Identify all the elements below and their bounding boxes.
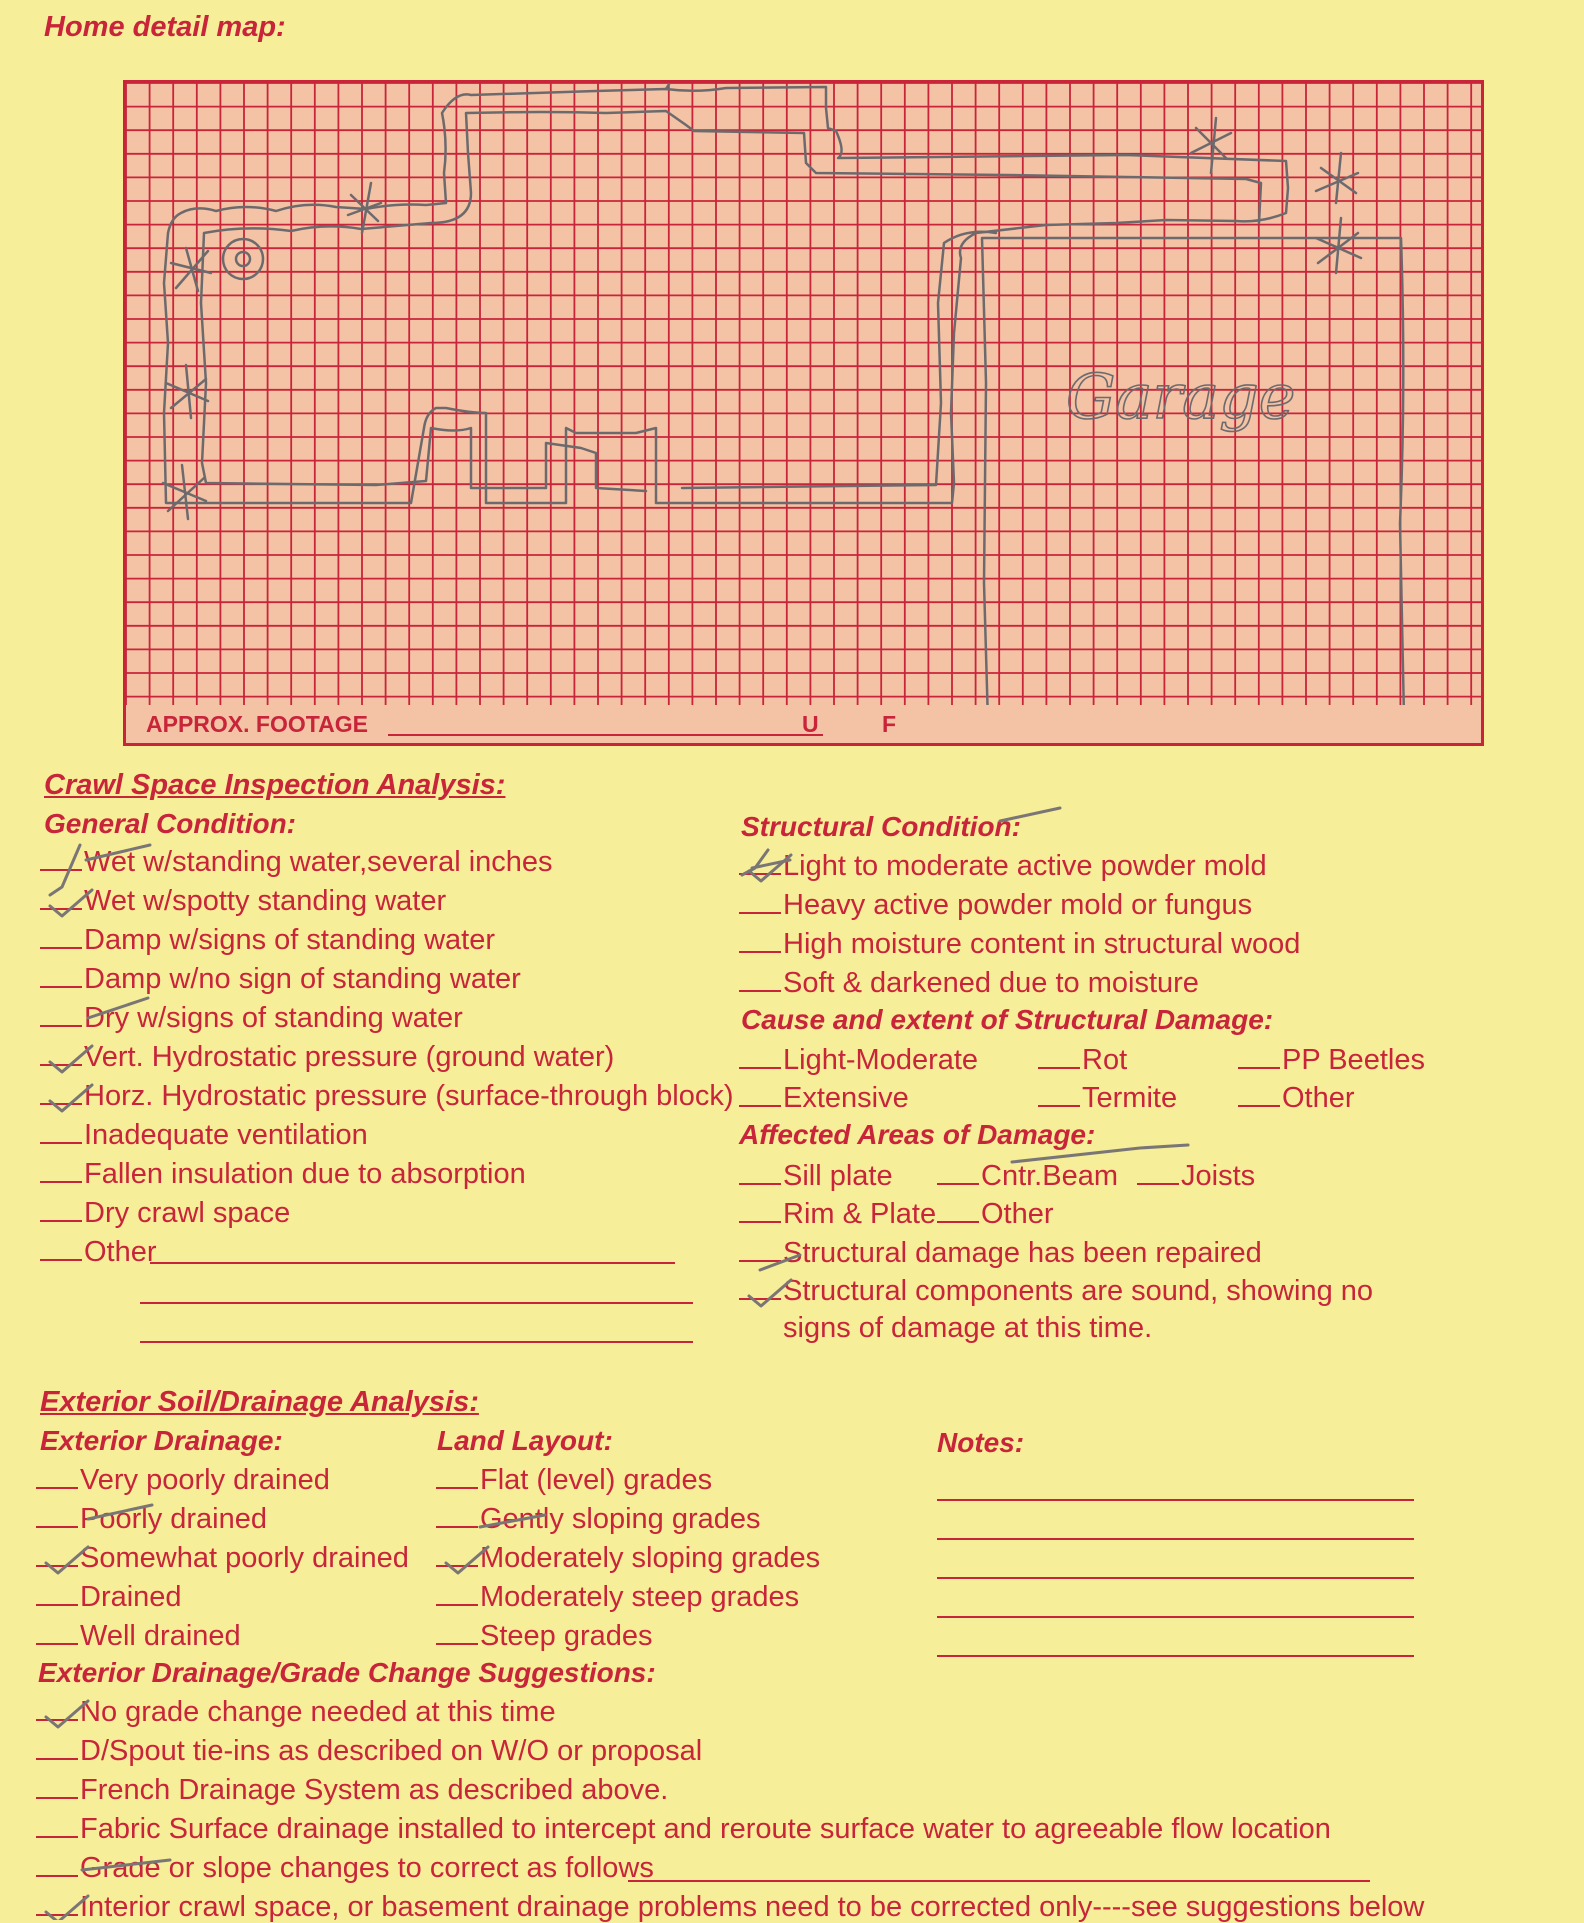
check-blank[interactable] [40,1237,82,1261]
cause-light-moderate[interactable]: Light-Moderate [739,1045,978,1075]
list-item[interactable]: Poorly drained [36,1504,267,1534]
exterior-section-title: Exterior Soil/Drainage Analysis: [40,1386,479,1418]
check-blank[interactable] [739,890,781,914]
check-blank[interactable] [40,1159,82,1183]
list-item[interactable]: Somewhat poorly drained [36,1543,409,1573]
home-detail-map [123,80,1484,746]
list-item[interactable]: Gently sloping grades [436,1504,761,1534]
check-blank[interactable] [1137,1161,1179,1185]
list-item[interactable]: Fabric Surface drainage installed to intercept and reroute surface water to agreeable flow location [36,1814,1331,1844]
suggestions-title: Exterior Drainage/Grade Change Suggestions: [38,1657,656,1688]
affected-other[interactable]: Other [937,1199,1054,1229]
floor-plan-sketch [163,83,1404,723]
list-item[interactable]: Wet w/standing water,several inches [40,847,553,877]
check-blank[interactable] [937,1199,979,1223]
list-item[interactable]: Moderately sloping grades [436,1543,820,1573]
house-inner-outline [201,111,1261,491]
check-blank[interactable] [1238,1083,1280,1107]
list-item[interactable]: Damp w/no sign of standing water [40,964,521,994]
cause-pp-beetles[interactable]: PP Beetles [1238,1045,1425,1075]
affected-rim-plate[interactable]: Rim & Plate [739,1199,936,1229]
exterior-drainage-title: Exterior Drainage: [40,1425,283,1456]
x-mark [171,248,211,291]
list-item[interactable]: Horz. Hydrostatic pressure (surface-through block) [40,1081,734,1111]
notes-line-2[interactable] [937,1538,1414,1540]
general-condition-title: General Condition: [44,808,296,839]
check-blank[interactable] [436,1582,478,1606]
damage-repaired[interactable]: Structural damage has been repaired [739,1238,1262,1268]
check-blank[interactable] [40,1081,82,1105]
list-item[interactable]: Moderately steep grades [436,1582,799,1612]
approx-footage-label: APPROX. FOOTAGE [146,711,368,737]
check-blank[interactable] [739,1161,781,1185]
affected-joists[interactable]: Joists [1137,1161,1255,1191]
list-item[interactable]: Vert. Hydrostatic pressure (ground water) [40,1042,614,1072]
notes-line-3[interactable] [937,1577,1414,1579]
check-blank[interactable] [739,1199,781,1223]
check-blank[interactable] [40,1042,82,1066]
list-item[interactable]: Dry crawl space [40,1198,290,1228]
check-blank[interactable] [36,1892,78,1916]
cause-other[interactable]: Other [1238,1083,1355,1113]
check-blank[interactable] [436,1504,478,1528]
affected-cntr-beam[interactable]: Cntr.Beam [937,1161,1118,1191]
list-item[interactable]: Drained [36,1582,182,1612]
check-blank[interactable] [937,1161,979,1185]
check-blank[interactable] [1238,1045,1280,1069]
check-blank[interactable] [436,1621,478,1645]
check-blank[interactable] [36,1697,78,1721]
check-blank[interactable] [36,1775,78,1799]
list-item[interactable]: High moisture content in structural wood [739,929,1300,959]
check-blank[interactable] [739,1238,781,1262]
unit-f-label: F [882,711,897,737]
approx-footage-field[interactable] [388,734,823,736]
list-item[interactable]: Dry w/signs of standing water [40,1003,463,1033]
check-blank[interactable] [1038,1083,1080,1107]
map-footer [126,705,1481,743]
list-item[interactable]: Damp w/signs of standing water [40,925,495,955]
list-item[interactable]: Wet w/spotty standing water [40,886,446,916]
list-item[interactable]: Heavy active powder mold or fungus [739,890,1252,920]
check-blank[interactable] [40,925,82,949]
check-blank[interactable] [1038,1045,1080,1069]
check-blank[interactable] [739,1045,781,1069]
check-blank[interactable] [40,886,82,910]
map-heading: Home detail map: [44,11,286,43]
check-blank[interactable] [739,929,781,953]
list-item[interactable]: D/Spout tie-ins as described on W/O or proposal [36,1736,702,1766]
crawl-section-title: Crawl Space Inspection Analysis: [44,769,506,801]
list-item[interactable]: Interior crawl space, or basement drainage problems need to be corrected only----see suggestions below [36,1892,1424,1922]
list-item[interactable]: Inadequate ventilation [40,1120,368,1150]
list-item[interactable]: Fallen insulation due to absorption [40,1159,526,1189]
check-blank[interactable] [739,1083,781,1107]
list-item[interactable]: Soft & darkened due to moisture [739,968,1199,998]
x-mark [1316,218,1361,273]
list-item[interactable]: French Drainage System as described above. [36,1775,668,1805]
land-layout-title: Land Layout: [437,1425,613,1456]
check-blank[interactable] [36,1853,78,1877]
check-blank[interactable] [36,1465,78,1489]
check-blank[interactable] [36,1543,78,1567]
check-blank[interactable] [40,1120,82,1144]
check-blank[interactable] [436,1465,478,1489]
x-mark [163,465,206,519]
list-item[interactable]: Steep grades [436,1621,653,1651]
check-blank[interactable] [739,968,781,992]
check-blank[interactable] [40,1198,82,1222]
list-item[interactable]: No grade change needed at this time [36,1697,556,1727]
cause-rot[interactable]: Rot [1038,1045,1127,1075]
unit-u-label: U [802,711,819,737]
cause-termite[interactable]: Termite [1038,1083,1177,1113]
check-blank[interactable] [36,1814,78,1838]
check-blank[interactable] [40,964,82,988]
affected-sill-plate[interactable]: Sill plate [739,1161,893,1191]
notes-line-4[interactable] [937,1616,1414,1618]
notes-line-5[interactable] [937,1655,1414,1657]
check-blank[interactable] [40,1003,82,1027]
notes-line-1[interactable] [937,1499,1414,1501]
list-item[interactable]: Well drained [36,1621,241,1651]
grade-changes-line[interactable] [628,1880,1370,1882]
list-item[interactable]: Grade or slope changes to correct as follows [36,1853,654,1883]
check-blank[interactable] [36,1736,78,1760]
map-grid [126,83,1481,743]
list-item[interactable]: Other [40,1237,157,1267]
check-blank[interactable] [36,1504,78,1528]
check-blank[interactable] [436,1543,478,1567]
other-line-2[interactable] [140,1302,693,1304]
components-sound[interactable]: Structural components are sound, showing no [739,1276,1373,1306]
list-item[interactable]: Light to moderate active powder mold [739,851,1267,881]
check-blank[interactable] [36,1621,78,1645]
structural-condition-title: Structural Condition: [741,811,1021,842]
list-item[interactable]: Very poorly drained [36,1465,330,1495]
affected-areas-title: Affected Areas of Damage: [739,1119,1096,1150]
cause-extensive[interactable]: Extensive [739,1083,909,1113]
list-item[interactable]: Flat (level) grades [436,1465,712,1495]
components-sound-line2: signs of damage at this time. [783,1312,1153,1344]
cause-extent-title: Cause and extent of Structural Damage: [741,1004,1274,1035]
check-blank[interactable] [739,1276,781,1300]
garage-label: Garage [1066,360,1296,433]
other-line-3[interactable] [140,1341,693,1343]
check-blank[interactable] [36,1582,78,1606]
check-blank[interactable] [739,851,781,875]
other-line-1[interactable] [150,1262,675,1264]
notes-title: Notes: [937,1427,1025,1458]
check-blank[interactable] [40,847,82,871]
